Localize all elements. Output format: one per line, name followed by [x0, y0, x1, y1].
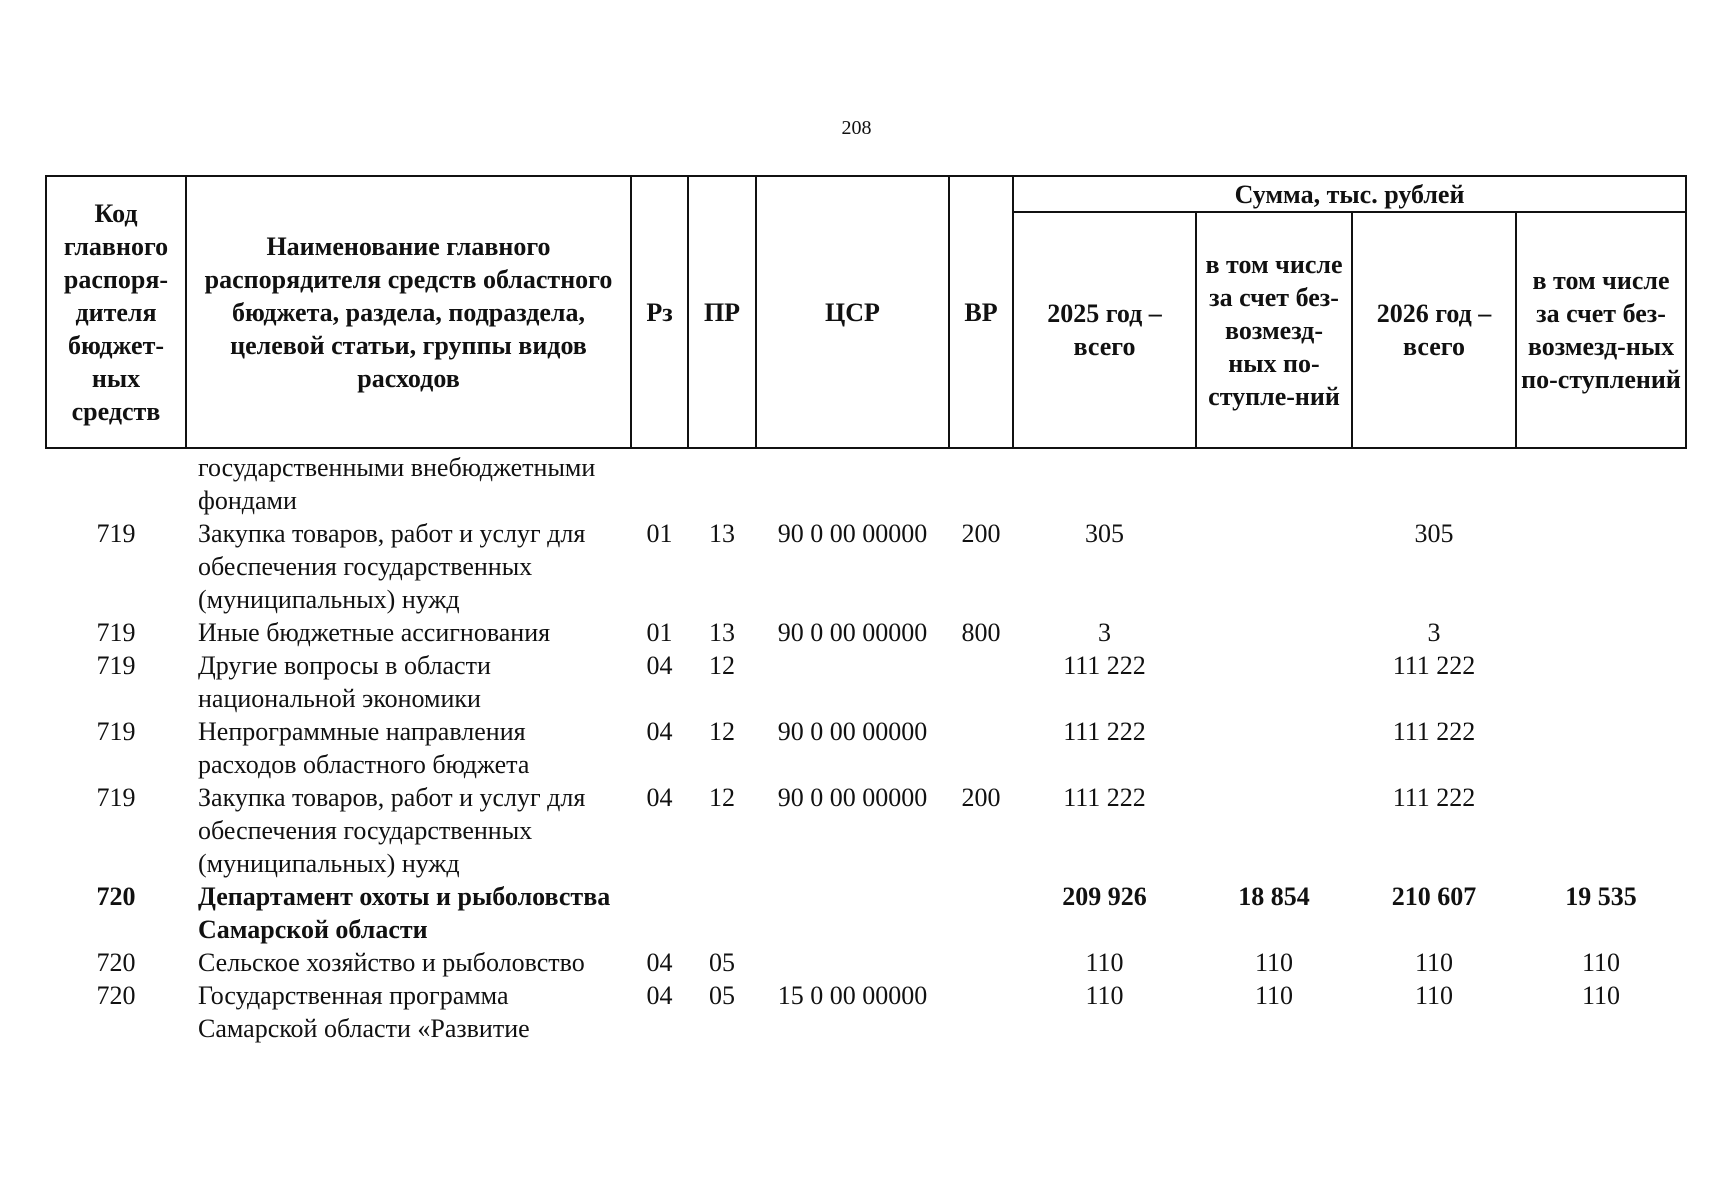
cell-code: 719 — [96, 618, 136, 647]
header-2026-gratuitous: в том числе за счет без-возмезд-ных по-ступлений — [1516, 212, 1686, 448]
cell-vr — [949, 448, 1013, 517]
cell-name: государственными внебюджетными фондами — [198, 453, 596, 515]
cell-rz: 04 — [646, 783, 673, 812]
header-2025-gratuitous: в том числе за счет без-возмезд-ных по-ступле-ний — [1196, 212, 1352, 448]
cell-vr — [949, 880, 1013, 946]
cell-sum-2025-gratuitous — [1196, 616, 1352, 649]
cell-name: Непрограммные направления расходов областного бюджета — [198, 717, 530, 779]
cell-code: 719 — [96, 519, 136, 548]
cell-sum-2026-gratuitous: 19 535 — [1565, 882, 1637, 911]
cell-sum-2026-gratuitous — [1516, 649, 1686, 715]
cell-code — [46, 448, 186, 517]
cell-sum-2025-gratuitous — [1196, 781, 1352, 880]
cell-code: 719 — [96, 783, 136, 812]
cell-rz — [631, 880, 688, 946]
cell-sum-2026-total: 110 — [1414, 948, 1454, 977]
table-header — [46, 176, 1686, 448]
cell-pr — [688, 880, 756, 946]
table-row — [46, 649, 1686, 715]
cell-pr: 12 — [709, 717, 735, 746]
cell-rz — [631, 448, 688, 517]
cell-vr: 200 — [961, 519, 1001, 548]
cell-sum-2025-total: 110 — [1085, 981, 1124, 1010]
cell-sum-2025-total: 209 926 — [1062, 882, 1147, 911]
table-row — [46, 616, 1686, 649]
cell-code: 720 — [96, 882, 136, 911]
cell-csr: 90 0 00 00000 — [777, 618, 928, 647]
cell-rz: 04 — [646, 948, 673, 977]
cell-sum-2026-gratuitous — [1516, 448, 1686, 517]
cell-sum-2026-total: 210 607 — [1391, 882, 1477, 911]
cell-code: 719 — [96, 717, 136, 746]
cell-csr — [756, 880, 949, 946]
cell-code: 720 — [96, 981, 136, 1010]
cell-pr: 05 — [709, 948, 735, 977]
cell-rz: 04 — [646, 717, 673, 746]
cell-sum-2025-gratuitous — [1196, 517, 1352, 616]
cell-sum-2025-gratuitous — [1196, 448, 1352, 517]
cell-sum-2025-gratuitous — [1196, 649, 1352, 715]
cell-name: Государственная программа Самарской области «Развитие — [198, 981, 530, 1043]
cell-csr: 90 0 00 00000 — [777, 783, 928, 812]
cell-rz: 01 — [646, 519, 673, 548]
cell-csr — [756, 448, 949, 517]
cell-sum-2026-gratuitous: 110 — [1581, 981, 1621, 1010]
cell-sum-2025-gratuitous: 18 854 — [1238, 882, 1310, 911]
cell-vr — [949, 946, 1013, 979]
cell-vr: 800 — [961, 618, 1001, 647]
cell-pr: 12 — [709, 783, 735, 812]
table-row — [46, 517, 1686, 616]
header-rz: Рз — [631, 176, 688, 448]
cell-sum-2026-gratuitous — [1516, 616, 1686, 649]
header-2026-total: 2026 год – всего — [1352, 212, 1516, 448]
page-number: 208 — [841, 117, 872, 139]
header-csr: ЦСР — [756, 176, 949, 448]
cell-sum-2026-gratuitous — [1516, 715, 1686, 781]
cell-name: Иные бюджетные ассигнования — [198, 618, 551, 647]
table-row — [46, 946, 1686, 979]
cell-sum-2025-total: 111 222 — [1063, 717, 1146, 746]
cell-sum-2026-gratuitous: 110 — [1581, 948, 1621, 977]
table-row — [46, 781, 1686, 880]
cell-csr — [756, 649, 949, 715]
header-code: Код главного распоря-дителя бюджет-ных средств — [46, 176, 186, 448]
cell-pr — [688, 448, 756, 517]
cell-rz: 01 — [646, 618, 673, 647]
cell-sum-2026-total: 111 222 — [1392, 651, 1476, 680]
header-sum-group: Сумма, тыс. рублей — [1013, 176, 1686, 212]
cell-name: Закупка товаров, работ и услуг для обеспечения государственных (муниципальных) нужд — [198, 783, 586, 878]
cell-rz: 04 — [646, 981, 673, 1010]
header-2025-total: 2025 год – всего — [1013, 212, 1196, 448]
cell-csr: 90 0 00 00000 — [777, 519, 928, 548]
cell-sum-2026-total — [1352, 448, 1516, 517]
cell-sum-2026-total: 111 222 — [1392, 783, 1476, 812]
cell-sum-2025-total: 3 — [1098, 618, 1111, 647]
cell-sum-2025-total: 111 222 — [1063, 651, 1146, 680]
table-row — [46, 715, 1686, 781]
cell-sum-2026-gratuitous — [1516, 517, 1686, 616]
table-row — [46, 880, 1686, 946]
cell-pr: 12 — [709, 651, 735, 680]
cell-pr: 05 — [709, 981, 735, 1010]
cell-name: Закупка товаров, работ и услуг для обеспечения государственных (муниципальных) нужд — [198, 519, 586, 614]
cell-rz: 04 — [646, 651, 673, 680]
header-name: Наименование главного распорядителя средств областного бюджета, раздела, подраздела, целевой статьи, группы видов расходов — [186, 176, 631, 448]
cell-sum-2025-gratuitous: 110 — [1254, 948, 1294, 977]
cell-sum-2026-total: 110 — [1414, 981, 1454, 1010]
cell-vr — [949, 715, 1013, 781]
cell-vr: 200 — [961, 783, 1001, 812]
table-body — [46, 448, 1686, 1045]
cell-sum-2025-total: 111 222 — [1063, 783, 1146, 812]
cell-name: Сельское хозяйство и рыболовство — [198, 948, 585, 977]
cell-code: 719 — [96, 651, 136, 680]
cell-sum-2025-total: 305 — [1085, 519, 1124, 548]
header-pr: ПР — [688, 176, 756, 448]
header-vr: ВР — [949, 176, 1013, 448]
cell-csr: 90 0 00 00000 — [777, 717, 928, 746]
cell-pr: 13 — [709, 519, 735, 548]
table-row — [46, 979, 1686, 1045]
cell-sum-2026-total: 3 — [1427, 618, 1441, 647]
cell-sum-2026-total: 111 222 — [1392, 717, 1476, 746]
cell-name: Другие вопросы в области национальной экономики — [198, 651, 491, 713]
cell-vr — [949, 649, 1013, 715]
cell-code: 720 — [96, 948, 136, 977]
cell-sum-2025-gratuitous: 110 — [1254, 981, 1294, 1010]
cell-csr — [756, 946, 949, 979]
table-row — [46, 448, 1686, 517]
cell-name: Департамент охоты и рыболовства Самарской области — [198, 882, 611, 944]
cell-sum-2026-total: 305 — [1414, 519, 1454, 548]
cell-sum-2026-gratuitous — [1516, 781, 1686, 880]
cell-sum-2025-gratuitous — [1196, 715, 1352, 781]
cell-vr — [949, 979, 1013, 1045]
cell-csr: 15 0 00 00000 — [777, 981, 928, 1010]
cell-pr: 13 — [709, 618, 735, 647]
cell-sum-2025-total: 110 — [1085, 948, 1124, 977]
budget-expenditure-table — [45, 175, 1687, 1045]
cell-sum-2025-total — [1013, 448, 1196, 517]
